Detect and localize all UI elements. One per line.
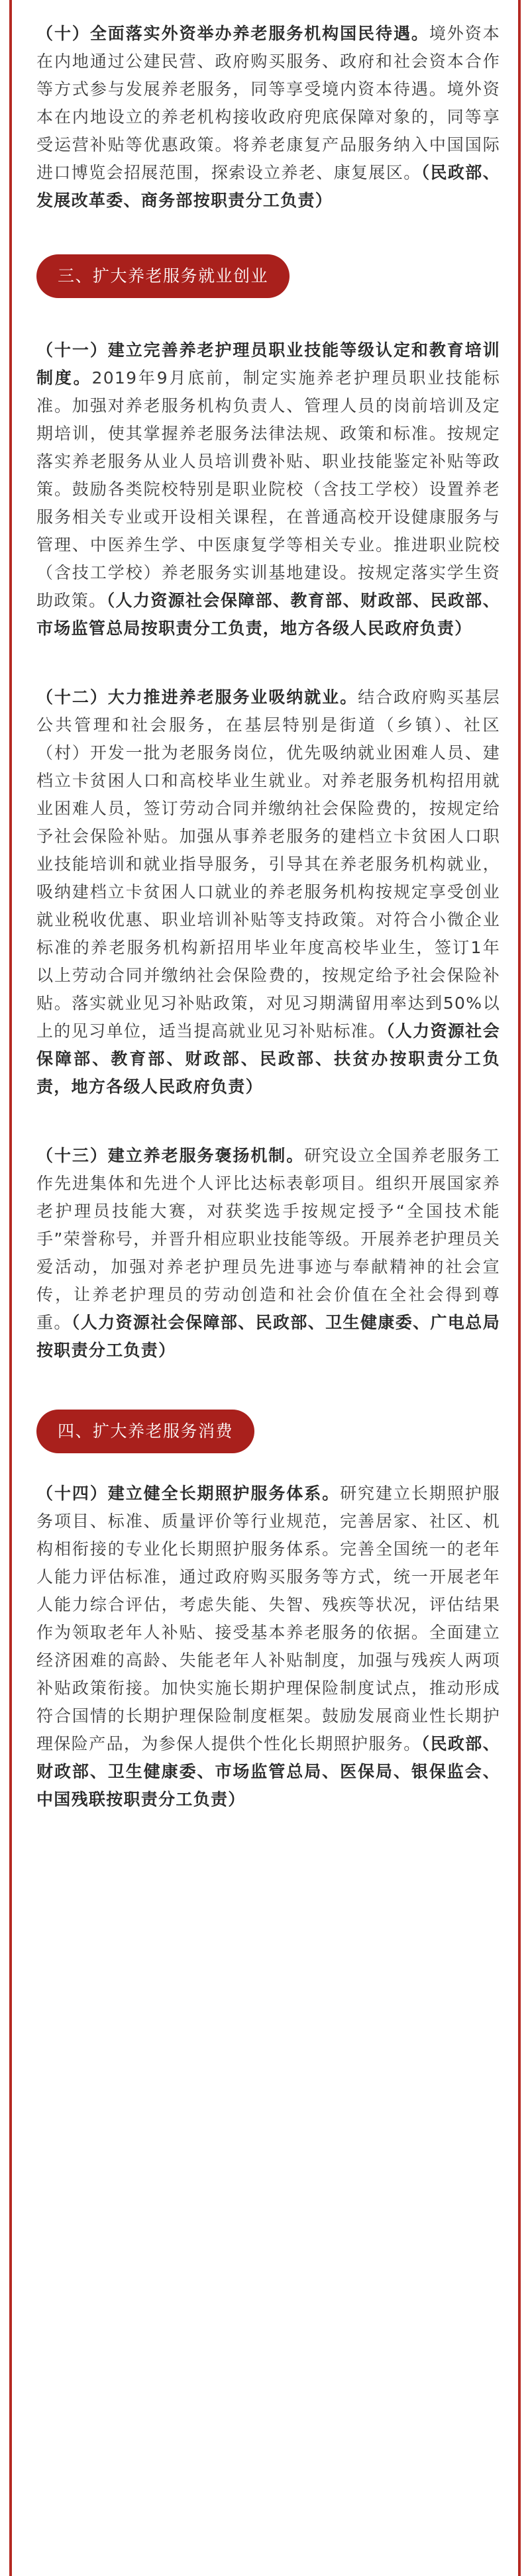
paragraph-14-responsibility: （民政部、财政部、卫生健康委、市场监管总局、医保局、银保监会、中国残联按职责分工负责） (36, 1734, 500, 1809)
paragraph-12-responsibility: （人力资源社会保障部、教育部、财政部、民政部、扶贫办按职责分工负责，地方各级人民政府负责） (36, 1021, 500, 1096)
section-heading-3-wrap (36, 254, 500, 298)
paragraph-11-title: （十一）建立完善养老护理员职业技能等级认定和教育培训制度。 (36, 340, 500, 387)
paragraph-13-body: 研究设立全国养老服务工作先进集体和先进个人评比达标表彰项目。组织开展国家养老护理员技能大赛，对获奖选手按规定授予“全国技术能手”荣誉称号，并晋升相应职业技能等级。开展养老护理员关爱活动，加强对养老护理员先进事迹与奉献精神的社会宣传，让养老护理员的劳动创造和社会价值在全社会得到尊重。 (36, 1146, 500, 1332)
paragraph-12 (36, 684, 500, 1101)
paragraph-14-title: （十四）建立健全长期照护服务体系。 (36, 1484, 341, 1503)
left-border-rule (9, 0, 12, 2576)
paragraph-10 (36, 20, 500, 215)
paragraph-14-body: 研究建立长期照护服务项目、标准、质量评价等行业规范，完善居家、社区、机构相衔接的专业化长期照护服务体系。完善全国统一的老年人能力评估标准，通过政府购买服务等方式，统一开展老年人能力综合评估，考虑失能、失智、残疾等状况，评估结果作为领取老年人补贴、接受基本养老服务的依据。全面建立经济困难的高龄、失能老年人补贴制度，加强与残疾人两项补贴政策衔接。加快实施长期护理保险制度试点，推动形成符合国情的长期护理保险制度框架。鼓励发展商业性长期护理保险产品，为参保人提供个性化长期照护服务。 (36, 1484, 500, 1753)
right-border-rule (518, 0, 521, 2576)
paragraph-11 (36, 336, 500, 643)
section-heading-4: 四、扩大养老服务消费 (36, 1410, 254, 1453)
paragraph-11-body: 2019年9月底前，制定实施养老护理员职业技能标准。加强对养老服务机构负责人、管理人员的岗前培训及定期培训，使其掌握养老服务法律法规、政策和标准。按规定落实养老服务从业人员培训费补贴、职业技能鉴定补贴等政策。鼓励各类院校特别是职业院校（含技工学校）设置养老服务相关专业或开设相关课程，在普通高校开设健康服务与管理、中医养生学、中医康复学等相关专业。推进职业院校（含技工学校）养老服务实训基地建设。按规定落实学生资助政策。 (36, 368, 500, 610)
paragraph-13-title: （十三）建立养老服务褒扬机制。 (36, 1146, 305, 1165)
paragraph-13 (36, 1142, 500, 1365)
section-heading-4-wrap (36, 1410, 500, 1453)
paragraph-11-responsibility: （人力资源社会保障部、教育部、财政部、民政部、市场监管总局按职责分工负责，地方各级人民政府负责） (36, 591, 501, 638)
paragraph-10-title: （十）全面落实外资举办养老服务机构国民待遇。 (36, 24, 429, 43)
paragraph-14 (36, 1480, 500, 1814)
paragraph-10-responsibility: （民政部、发展改革委、商务部按职责分工负责） (36, 163, 500, 210)
article-body (36, 20, 500, 1814)
paragraph-10-body: 境外资本在内地通过公建民营、政府购买服务、政府和社会资本合作等方式参与发展养老服务，同等享受境内资本待遇。境外资本在内地设立的养老机构接收政府兜底保障对象的，同等享受运营补贴等优惠政策。将养老康复产品服务纳入中国国际进口博览会招展范围，探索设立养老、康复展区。 (36, 24, 501, 182)
paragraph-12-title: （十二）大力推进养老服务业吸纳就业。 (36, 688, 358, 707)
section-heading-3: 三、扩大养老服务就业创业 (36, 254, 290, 298)
paragraph-12-body: 结合政府购买基层公共管理和社会服务，在基层特别是街道（乡镇）、社区（村）开发一批为老服务岗位，优先吸纳就业困难人员、建档立卡贫困人口和高校毕业生就业。对养老服务机构招用就业困难人员，签订劳动合同并缴纳社会保险费的，按规定给予社会保险补贴。加强从事养老服务的建档立卡贫困人口职业技能培训和就业指导服务，引导其在养老服务机构就业，吸纳建档立卡贫困人口就业的养老服务机构按规定享受创业就业税收优惠、职业培训补贴等支持政策。对符合小微企业标准的养老服务机构新招用毕业年度高校毕业生，签订1年以上劳动合同并缴纳社会保险费的，按规定给予社会保险补贴。落实就业见习补贴政策，对见习期满留用率达到50%以上的见习单位，适当提高就业见习补贴标准。 (36, 688, 500, 1041)
paragraph-13-responsibility: （人力资源社会保障部、民政部、卫生健康委、广电总局按职责分工负责） (36, 1313, 500, 1360)
